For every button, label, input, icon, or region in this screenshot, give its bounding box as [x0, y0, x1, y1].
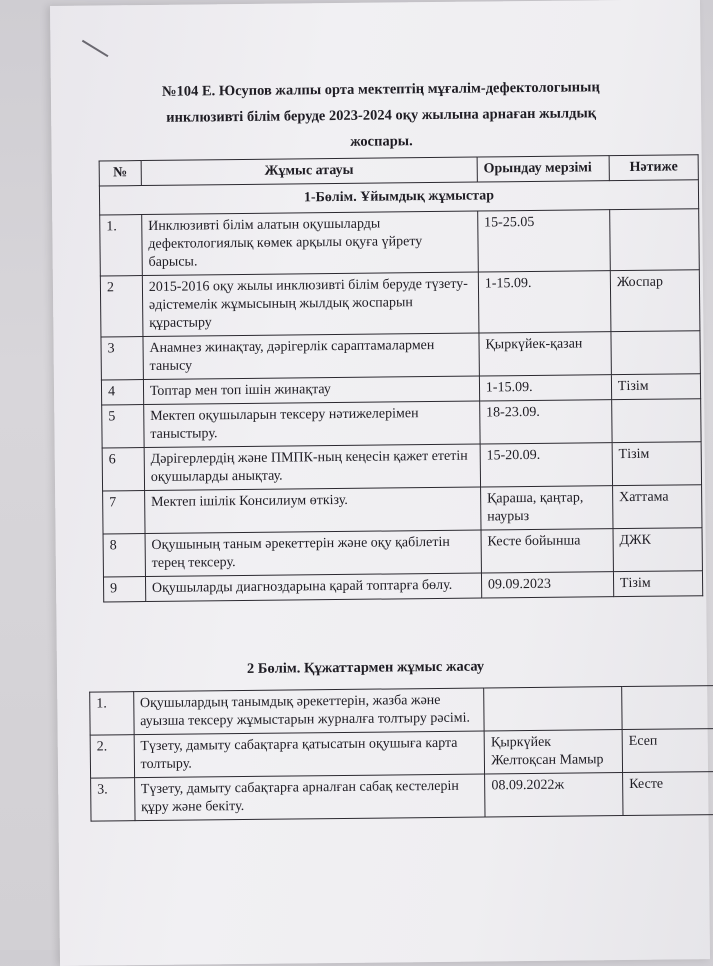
- row-num: 3.: [91, 778, 135, 821]
- row-num: 7: [103, 491, 145, 534]
- header-result: Нәтиже: [609, 155, 698, 181]
- row-name: Дәрігерлердің және ПМПК-ның кеңесін қажет ететін оқушыларды анықтау.: [144, 444, 480, 491]
- table-row: [90, 729, 713, 779]
- row-date: 18-23.09.: [480, 400, 612, 444]
- row-num: 8: [103, 534, 145, 577]
- row-date: Қараша, қаңтар, наурыз: [480, 486, 612, 530]
- row-result: Хаттама: [612, 485, 702, 529]
- row-result: Тізім: [613, 571, 702, 597]
- table-row: [103, 571, 702, 602]
- row-num: 5: [102, 405, 144, 448]
- row-date: 15-20.09.: [480, 443, 612, 487]
- row-date: 1-15.09.: [479, 375, 611, 401]
- row-name: Инклюзивті білім алатын оқушыларды дефектологиялық көмек арқылы оқуға үйрету барысы.: [142, 211, 479, 276]
- row-date: 08.09.2022ж: [485, 773, 623, 817]
- header-num: №: [99, 161, 141, 186]
- row-result: [622, 686, 713, 730]
- row-date: 09.09.2023: [481, 572, 613, 598]
- title-line-1: №104 Е. Юсупов жалпы орта мектептің мұғалім-дефектологының: [161, 79, 600, 100]
- row-result: Жоспар: [610, 270, 700, 332]
- header-name: Жұмыс атауы: [141, 157, 477, 186]
- table-row: [103, 485, 702, 534]
- paper-sheet: [50, 0, 710, 966]
- row-name: Оқушылардың танымдық әрекеттерін, жазба және ауызша тексеру жұмыстарын журналға толтыру рәсімі.: [133, 688, 484, 735]
- row-date: Қыркүйек Желтоқсан Мамыр: [484, 730, 622, 774]
- row-name: Мектеп оқушыларын тексеру нәтижелерімен таныстыру.: [144, 401, 480, 448]
- row-num: 1.: [100, 215, 142, 276]
- header-date: Орындау мерзімі: [477, 156, 609, 182]
- row-name: Анамнез жинақтау, дәрігерлік сараптамалармен танысу: [143, 333, 479, 380]
- row-name: 2015-2016 оқу жылы инклюзивті білім беруде түзету-әдістемелік жұмысының жылдық жоспарын құрастыру: [142, 272, 479, 337]
- row-num: 1.: [90, 692, 134, 735]
- row-name: Оқушының таным әрекеттерін және оқу қабілетін терең тексеру.: [145, 530, 481, 577]
- row-num: 9: [103, 577, 145, 602]
- row-date: Қыркүйек-қазан: [479, 332, 611, 376]
- document-title: [146, 74, 617, 157]
- row-name: Түзету, дамыту сабақтарға арналған сабақ кестелерін құру және бекіту.: [134, 774, 485, 821]
- row-result: Есеп: [622, 729, 713, 773]
- row-num: 4: [101, 380, 143, 405]
- row-date: [484, 687, 622, 731]
- row-num: 6: [102, 448, 144, 491]
- row-num: 2.: [90, 735, 134, 778]
- row-date: Кесте бойынша: [481, 529, 613, 573]
- row-result: [612, 399, 702, 443]
- row-result: [611, 331, 701, 375]
- title-line-2: инклюзивті білім беруде 2023-2024 оқу жылына арнаған жылдық: [166, 105, 597, 126]
- row-name: Топтар мен топ ішін жинақтау: [143, 376, 479, 405]
- table-row: [102, 442, 701, 491]
- row-date: 1-15.09.: [478, 271, 611, 333]
- section2-title: 2 Бөлім. Құжаттармен жұмыс жасау: [246, 658, 485, 677]
- row-name: Мектеп ішілік Консилиум өткізу.: [144, 487, 480, 534]
- table-row: [103, 528, 702, 577]
- table-row: [91, 772, 713, 822]
- title-line-3: жоспары.: [350, 133, 413, 150]
- row-date: 15-25.05: [478, 210, 611, 272]
- row-num: 3: [101, 337, 143, 380]
- section1-title: 1-Бөлім. Ұйымдық жұмыстар: [99, 180, 698, 215]
- row-name: Түзету, дамыту сабақтарға қатысатын оқушыға карта толтыру.: [134, 731, 485, 778]
- row-num: 2: [100, 276, 142, 337]
- table-row: [101, 331, 700, 380]
- row-result: [610, 209, 700, 271]
- row-name: Оқушыларды диагноздарына қарай топтарға бөлу.: [145, 573, 481, 602]
- row-result: ДЖК: [613, 528, 703, 572]
- table-row: [102, 399, 701, 448]
- plan-table-section1: [99, 154, 704, 602]
- row-result: Тізім: [612, 442, 702, 486]
- table-row: [100, 270, 700, 337]
- pencil-mark: [82, 40, 109, 57]
- table-row: [90, 686, 713, 736]
- row-result: Кесте: [623, 772, 713, 816]
- row-result: Тізім: [611, 374, 700, 400]
- plan-table-section2: [89, 685, 713, 822]
- table-row: [100, 209, 700, 276]
